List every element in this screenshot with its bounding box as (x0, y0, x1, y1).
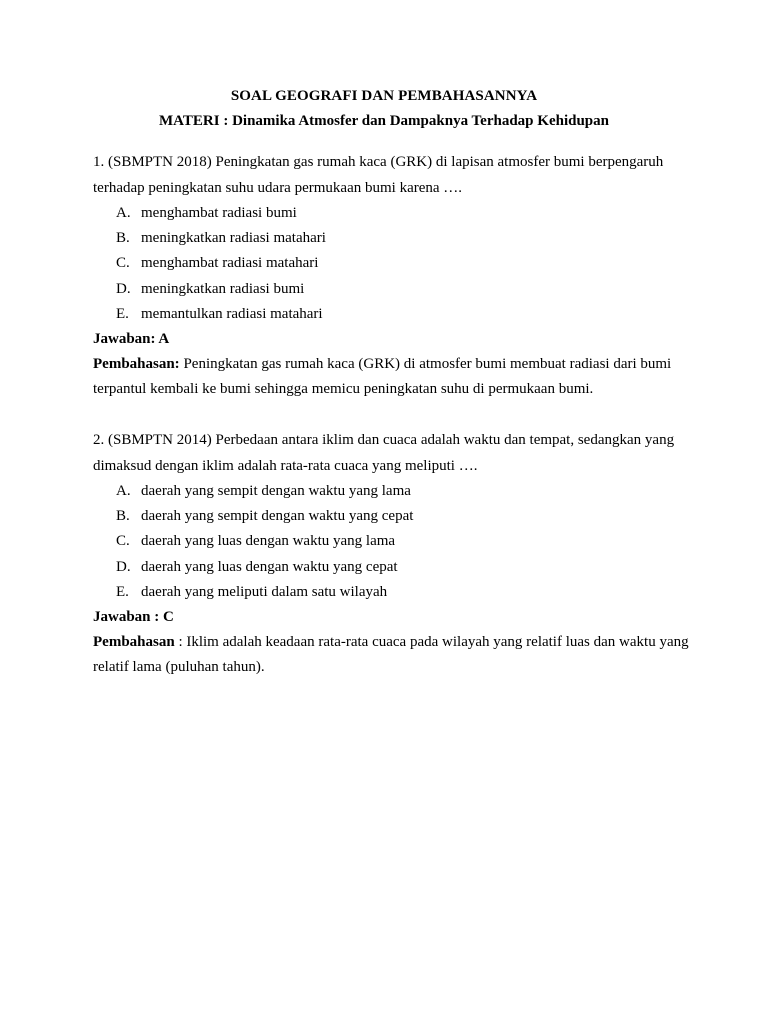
explanation-label: Pembahasan (93, 633, 175, 650)
option-letter: C. (116, 255, 130, 272)
option-text: memantulkan radiasi matahari (141, 305, 323, 322)
explanation (93, 630, 693, 681)
option-item (93, 251, 693, 276)
explanation (93, 352, 693, 403)
answer-line (93, 327, 693, 352)
option-text: daerah yang sempit dengan waktu yang cepat (141, 508, 414, 525)
option-item (93, 555, 693, 580)
option-letter: A. (116, 205, 131, 221)
option-item (93, 302, 693, 327)
explanation-text: Peningkatan gas rumah kaca (GRK) di atmosfer bumi membuat radiasi dari bumi terpantul kembali ke bumi sehingga memicu peningkatan suhu di permukaan bumi. (93, 355, 672, 398)
option-item (93, 226, 693, 251)
option-letter: B. (116, 508, 130, 525)
document-title: SOAL GEOGRAFI DAN PEMBAHASANNYA (230, 88, 538, 104)
option-letter: D. (116, 558, 131, 575)
option-text: meningkatkan radiasi matahari (141, 230, 326, 247)
option-item (93, 529, 693, 554)
option-text: daerah yang sempit dengan waktu yang lama (141, 483, 411, 499)
option-list (93, 479, 693, 605)
option-list (93, 201, 693, 327)
option-item (93, 201, 693, 226)
option-text: daerah yang meliputi dalam satu wilayah (141, 583, 388, 600)
option-letter: E. (116, 305, 129, 322)
option-text: daerah yang luas dengan waktu yang cepat (141, 558, 398, 575)
option-text: meningkatkan radiasi bumi (141, 280, 305, 297)
option-item (93, 479, 693, 504)
answer-line (93, 605, 693, 630)
explanation-label: Pembahasan: (93, 355, 180, 372)
option-letter: E. (116, 583, 129, 600)
answer-label: Jawaban : C (93, 608, 174, 625)
option-item (93, 504, 693, 529)
option-letter: D. (116, 280, 131, 297)
option-text: daerah yang luas dengan waktu yang lama (141, 533, 396, 550)
question-2 (93, 428, 693, 681)
option-item (93, 580, 693, 605)
explanation-text: : Iklim adalah keadaan rata-rata cuaca pada wilayah yang relatif luas dan waktu yang relatif lama (puluhan tahun). (93, 633, 689, 676)
option-text: menghambat radiasi matahari (141, 255, 319, 272)
option-item (93, 277, 693, 302)
question-stem: 2. (SBMPTN 2014) Perbedaan antara iklim dan cuaca adalah waktu dan tempat, sedangkan yang dimaksud dengan iklim adalah rata-rata cuaca yang meliputi …. (93, 432, 675, 474)
option-text: menghambat radiasi bumi (141, 205, 297, 221)
option-letter: C. (116, 533, 130, 550)
document-subtitle: MATERI : Dinamika Atmosfer dan Dampaknya Terhadap Kehidupan (159, 113, 609, 129)
option-letter: A. (116, 483, 131, 499)
option-letter: B. (116, 230, 130, 247)
question-1 (93, 150, 693, 403)
answer-label: Jawaban: A (93, 330, 170, 347)
question-stem: 1. (SBMPTN 2018) Peningkatan gas rumah kaca (GRK) di lapisan atmosfer bumi berpengaruh terhadap peningkatan suhu udara permukaan bumi karena …. (93, 154, 664, 196)
